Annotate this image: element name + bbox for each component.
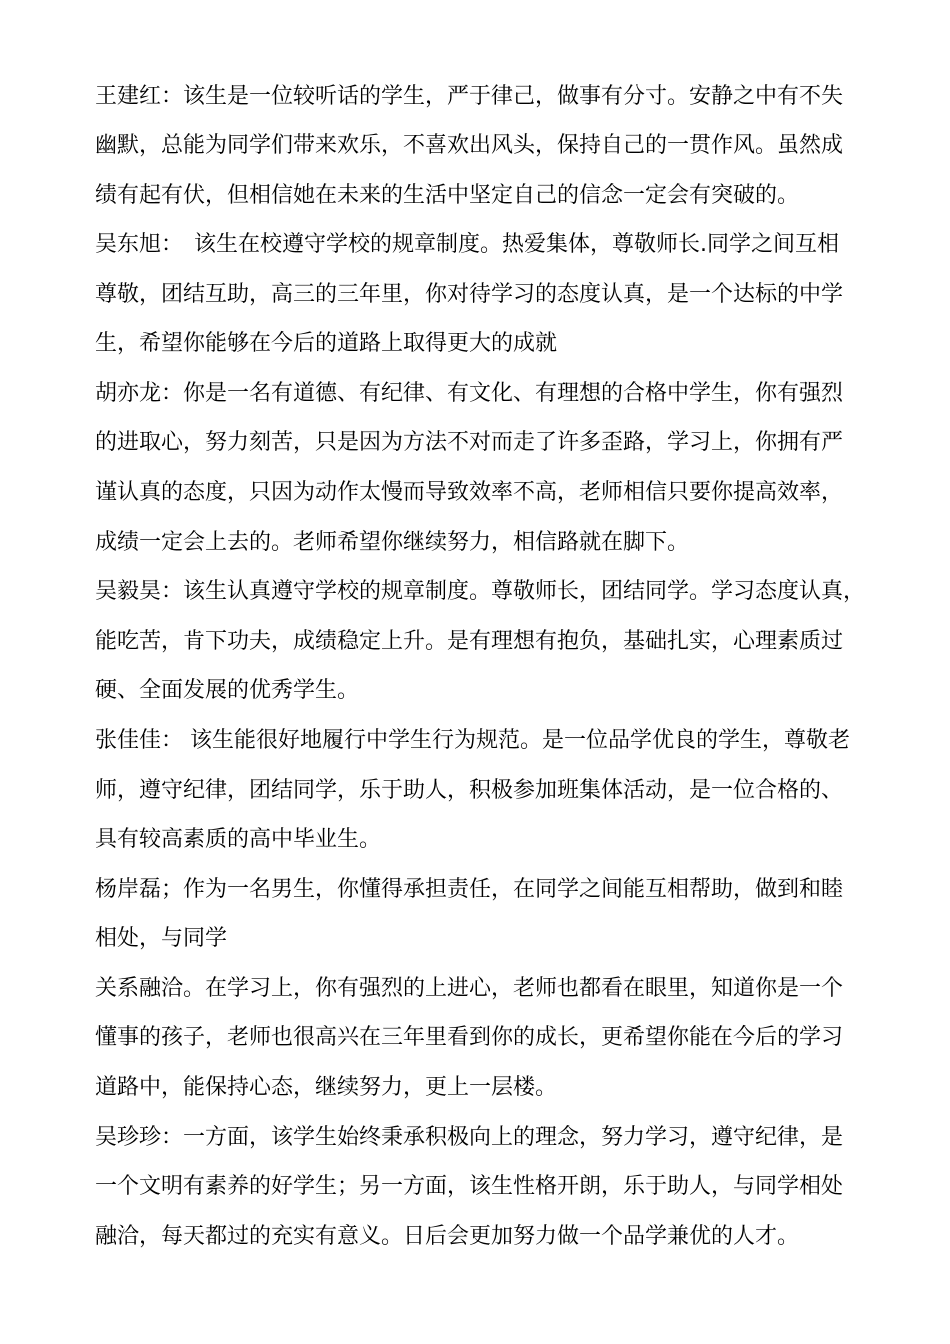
text-line: 关系融洽。在学习上，你有强烈的上进心，老师也都看在眼里，知道你是一个 xyxy=(95,976,844,1001)
text-line: 胡亦龙：你是一名有道德、有纪律、有文化、有理想的合格中学生，你有强烈 xyxy=(95,381,844,406)
text-line: 相处，与同学 xyxy=(95,926,228,951)
text-line: 成绩一定会上去的。老师希望你继续努力，相信路就在脚下。 xyxy=(95,530,690,555)
text-line: 谨认真的态度，只因为动作太慢而导致效率不高，老师相信只要你提高效率， xyxy=(95,480,844,505)
text-line: 吴毅昊：该生认真遵守学校的规章制度。尊敬师长，团结同学。学习态度认真， xyxy=(95,579,866,604)
text-line: 的进取心，努力刻苦，只是因为方法不对而走了许多歪路，学习上，你拥有严 xyxy=(95,430,844,455)
text-line: 一个文明有素养的好学生；另一方面，该生性格开朗，乐于助人，与同学相处 xyxy=(95,1174,844,1199)
text-line: 幽默，总能为同学们带来欢乐，不喜欢出风头，保持自己的一贯作风。虽然成 xyxy=(95,133,844,158)
text-line: 尊敬，团结互助，高三的三年里，你对待学习的态度认真，是一个达标的中学 xyxy=(95,282,844,307)
text-line: 硬、全面发展的优秀学生。 xyxy=(95,678,360,703)
text-line: 能吃苦，肯下功夫，成绩稳定上升。是有理想有抱负，基础扎实，心理素质过 xyxy=(95,629,844,654)
text-line: 懂事的孩子，老师也很高兴在三年里看到你的成长，更希望你能在今后的学习 xyxy=(95,1025,844,1050)
text-line: 吴珍珍：一方面，该学生始终秉承积极向上的理念，努力学习，遵守纪律，是 xyxy=(95,1125,844,1150)
text-line: 生，希望你能够在今后的道路上取得更大的成就 xyxy=(95,331,558,356)
text-line: 道路中，能保持心态，继续努力，更上一层楼。 xyxy=(95,1075,558,1100)
text-line: 绩有起有伏，但相信她在未来的生活中坚定自己的信念一定会有突破的。 xyxy=(95,183,800,208)
text-line: 融洽，每天都过的充实有意义。日后会更加努力做一个品学兼优的人才。 xyxy=(95,1224,800,1249)
text-line: 师，遵守纪律，团结同学，乐于助人，积极参加班集体活动，是一位合格的、 xyxy=(95,778,844,803)
text-line: 杨岸磊；作为一名男生，你懂得承担责任，在同学之间能互相帮助，做到和睦 xyxy=(95,877,844,902)
text-line: 吴东旭： 该生在校遵守学校的规章制度。热爱集体，尊敬师长.同学之间互相 xyxy=(95,232,839,257)
text-line: 具有较高素质的高中毕业生。 xyxy=(95,827,382,852)
text-line: 张佳佳： 该生能很好地履行中学生行为规范。是一位品学优良的学生，尊敬老 xyxy=(95,728,850,753)
text-line: 王建红：该生是一位较听话的学生，严于律己，做事有分寸。安静之中有不失 xyxy=(95,84,844,109)
